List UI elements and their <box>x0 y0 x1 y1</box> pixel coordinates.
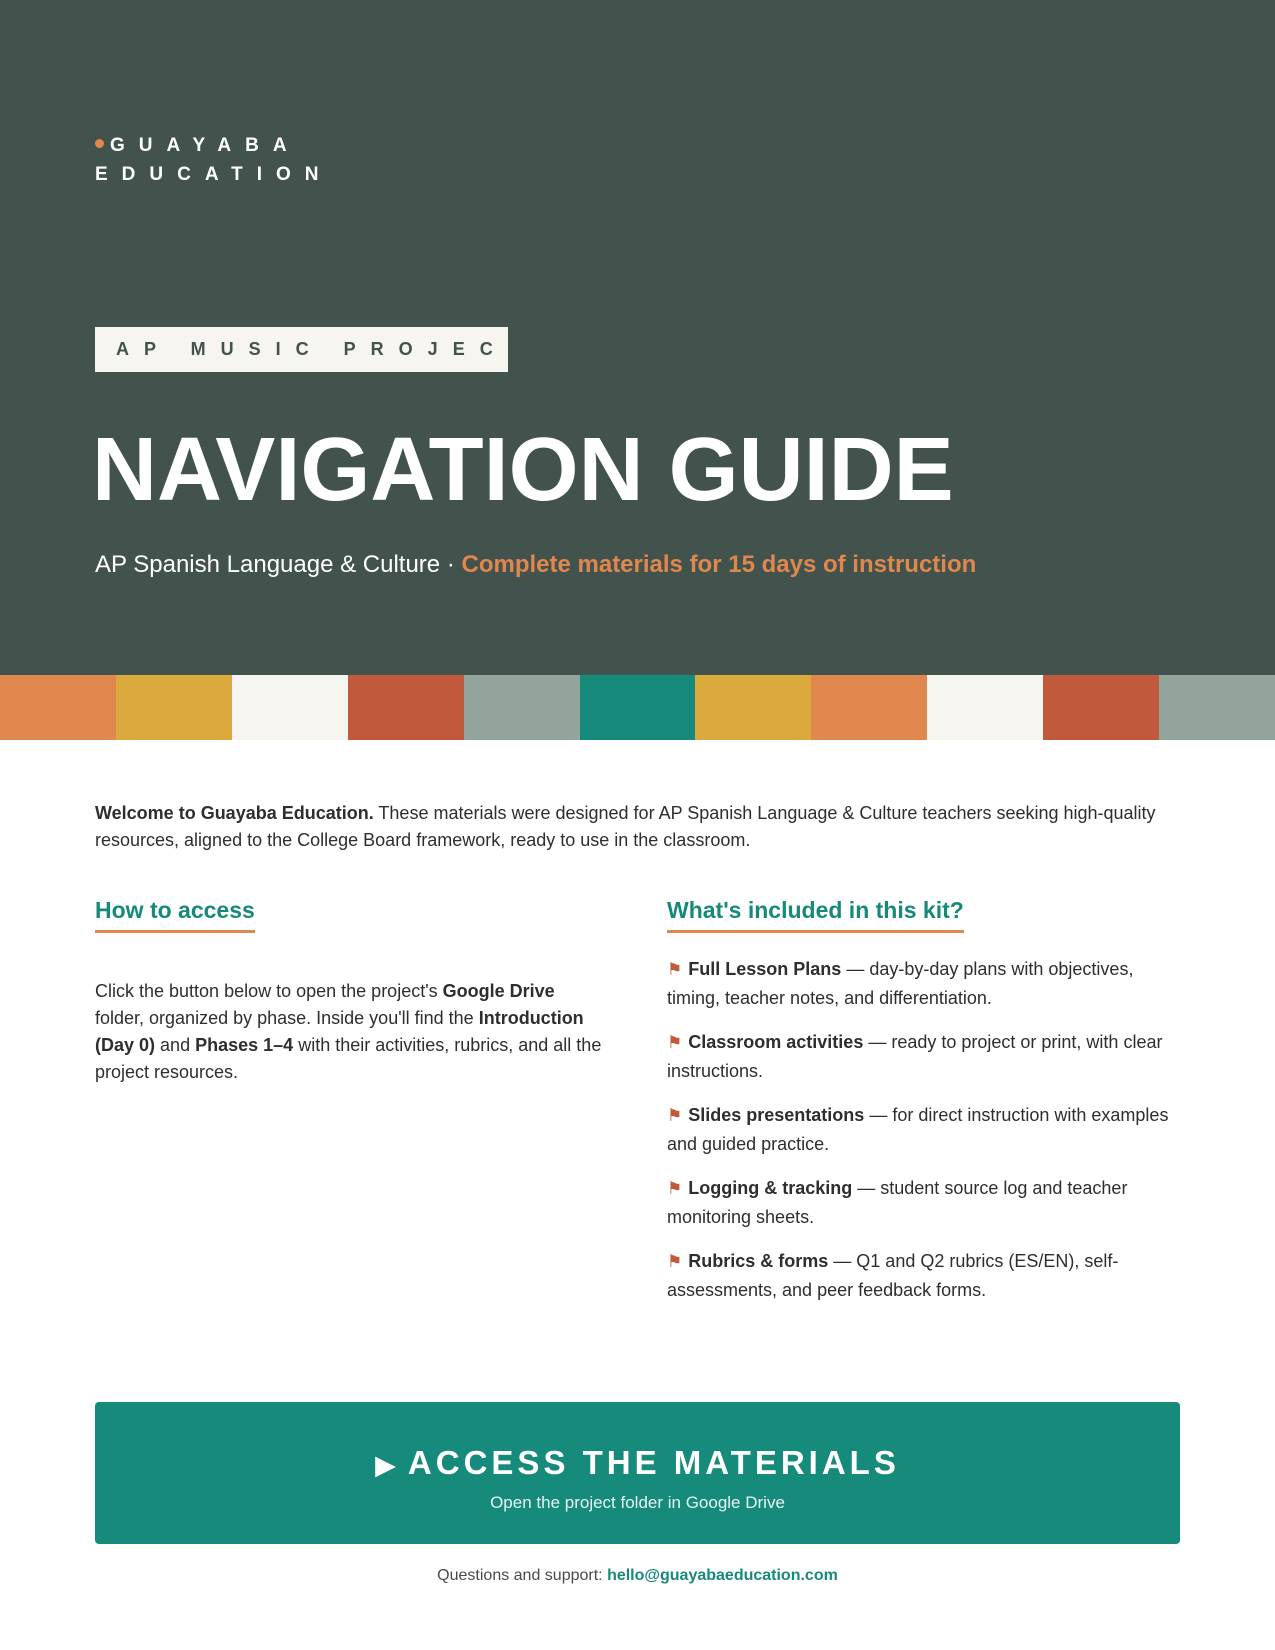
brand-line-1 <box>95 131 333 160</box>
flag-icon: ⚑ <box>667 1179 683 1198</box>
color-swatch <box>348 675 464 740</box>
flag-icon: ⚑ <box>667 1033 683 1052</box>
color-swatch <box>1043 675 1159 740</box>
page-subtitle <box>95 549 976 581</box>
kit-item-desc: — day-by-day plans with objectives, timing, teacher notes, and differentiation. <box>667 959 1134 1008</box>
list-item <box>667 955 1187 1012</box>
support-email-link[interactable]: hello@guayabaeducation.com <box>607 1567 838 1584</box>
support-label: Questions and support: <box>437 1567 603 1584</box>
kit-item-title: Classroom activities <box>688 1032 864 1052</box>
color-swatch <box>232 675 348 740</box>
access-materials-button[interactable] <box>95 1402 1180 1544</box>
access-bold-drive: Google Drive <box>442 981 555 1001</box>
list-item <box>667 1101 1187 1158</box>
kit-item-desc: — Q1 and Q2 rubrics (ES/EN), self-assessments, and peer feedback forms. <box>667 1251 1119 1300</box>
kit-item-desc: — ready to project or print, with clear instructions. <box>667 1032 1163 1081</box>
project-tag: AP MUSIC PROJECT <box>95 327 508 372</box>
color-swatch <box>1159 675 1275 740</box>
access-text-4: with their activities, rubrics, and all the project resources. <box>95 1035 602 1082</box>
kit-list <box>667 955 1187 1304</box>
intro-text: These materials were designed for AP Spanish Language & Culture teachers seeking high-quality resources, aligned to the College Board framework, ready to use in the classroom. <box>95 803 1156 850</box>
subtitle-separator: · <box>446 551 455 578</box>
play-arrow-icon: ▶ <box>375 1450 396 1480</box>
kit-item-title: Logging & tracking <box>688 1178 853 1198</box>
flag-icon: ⚑ <box>667 1252 683 1271</box>
color-swatch <box>116 675 232 740</box>
subtitle-course: AP Spanish Language & Culture <box>95 551 441 578</box>
kit-heading: What's included in this kit? <box>667 895 964 933</box>
kit-item-desc: — student source log and teacher monitoring sheets. <box>667 1178 1128 1227</box>
color-swatch <box>695 675 811 740</box>
access-text-2: folder, organized by phase. Inside you'll find the <box>95 1008 474 1028</box>
cta-label: ACCESS THE MATERIALS <box>407 1444 900 1481</box>
intro-paragraph <box>95 800 1185 854</box>
color-band <box>0 675 1275 740</box>
access-text-3: and <box>160 1035 191 1055</box>
support-line <box>0 1564 1275 1588</box>
cta-label-row <box>95 1443 1180 1485</box>
access-bold-phases: Phases 1–4 <box>195 1035 294 1055</box>
kit-item-desc: — for direct instruction with examples and guided practice. <box>667 1105 1169 1154</box>
access-instructions <box>95 978 605 1086</box>
hero-header <box>0 0 1275 675</box>
access-text-1: Click the button below to open the project's <box>95 981 438 1001</box>
list-item <box>667 1174 1187 1231</box>
kit-item-title: Rubrics & forms <box>688 1251 829 1271</box>
access-heading: How to access <box>95 895 255 933</box>
brand-line-2: EDUCATION <box>95 164 333 185</box>
brand-name: GUAYABA <box>110 135 301 156</box>
brand-logo <box>95 131 333 189</box>
page-title: NAVIGATION GUIDE <box>92 420 954 520</box>
color-swatch <box>580 675 696 740</box>
kit-item-title: Full Lesson Plans <box>688 959 842 979</box>
flag-icon: ⚑ <box>667 1106 683 1125</box>
flag-icon: ⚑ <box>667 960 683 979</box>
access-section <box>95 895 605 1086</box>
color-swatch <box>927 675 1043 740</box>
color-swatch <box>0 675 116 740</box>
brand-dot-icon <box>95 139 104 148</box>
kit-item-title: Slides presentations <box>688 1105 865 1125</box>
color-swatch <box>811 675 927 740</box>
kit-section <box>667 895 1187 1320</box>
color-swatch <box>464 675 580 740</box>
subtitle-highlight: Complete materials for 15 days of instruction <box>461 551 977 578</box>
access-bold-intro: Introduction (Day 0) <box>95 1008 584 1055</box>
intro-lead: Welcome to Guayaba Education. <box>95 803 374 823</box>
list-item <box>667 1247 1187 1304</box>
cta-sublabel: Open the project folder in Google Drive <box>490 1493 785 1512</box>
list-item <box>667 1028 1187 1085</box>
